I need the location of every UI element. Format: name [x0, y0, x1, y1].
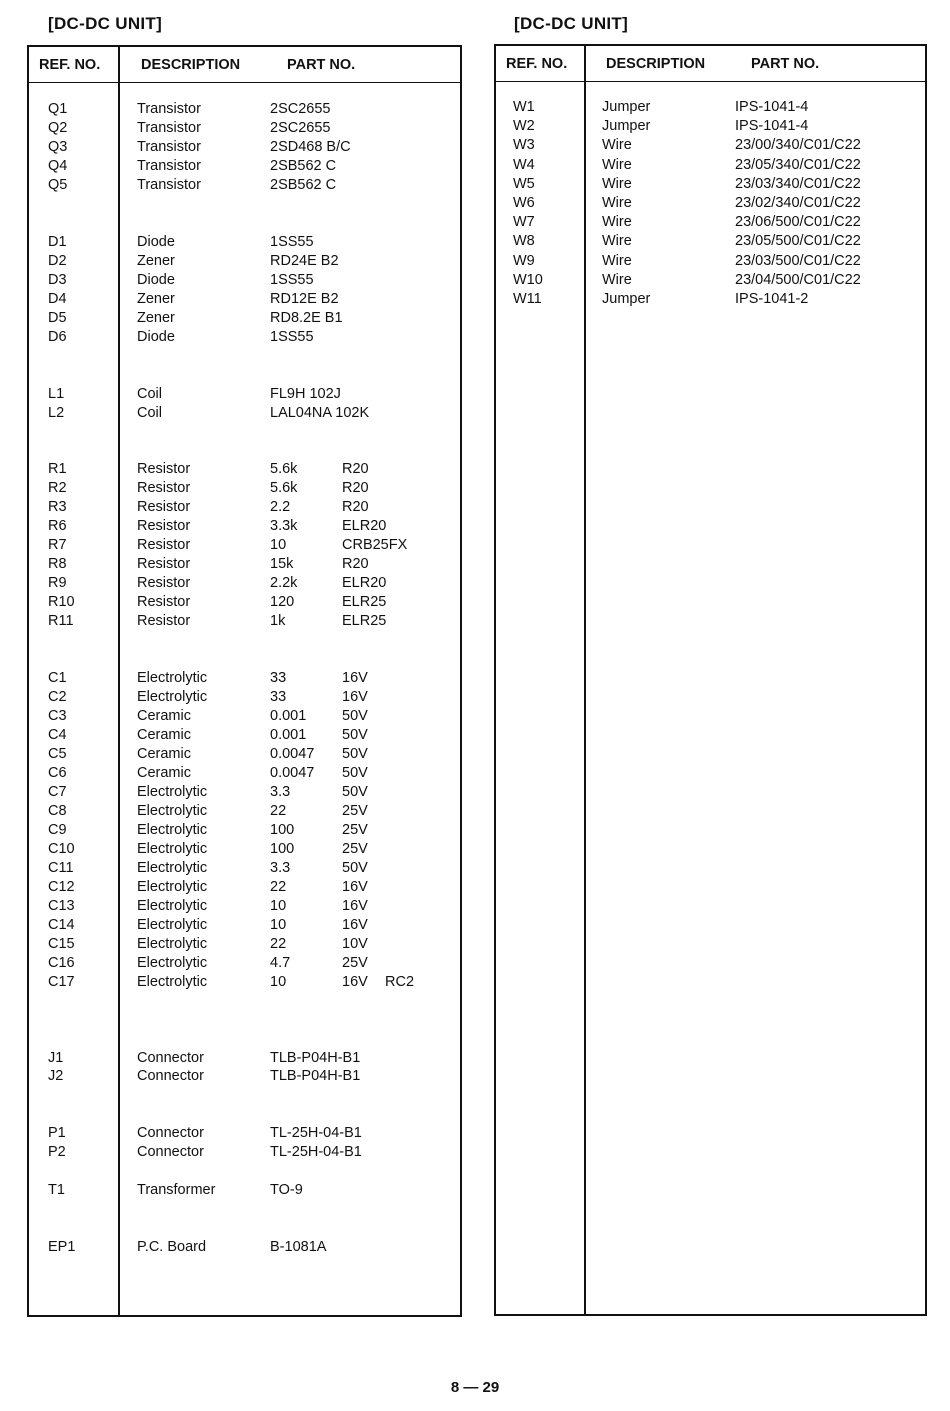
part-no-cell: IPS-1041-4 [735, 118, 809, 135]
table-row [29, 1125, 460, 1144]
table-row [496, 137, 925, 156]
part-no-cell: 120 [270, 594, 295, 611]
ref-no-cell: D5 [48, 309, 67, 326]
ref-no-cell: C3 [48, 708, 67, 725]
table-row [29, 594, 460, 613]
part-no-cell: 3.3 [270, 859, 291, 876]
right-table-header [496, 46, 925, 82]
part-no-cell: 15k [270, 556, 294, 573]
ref-no-cell: C4 [48, 727, 67, 743]
ref-no-cell: L2 [48, 404, 65, 421]
ref-no-cell: Q2 [48, 119, 68, 136]
table-row [496, 253, 925, 272]
description-cell: Diode [137, 233, 175, 250]
description-cell: Transistor [137, 101, 201, 117]
part-no-cell: 22 [270, 878, 287, 895]
description-cell: Wire [602, 156, 632, 173]
table-row [29, 139, 460, 158]
part-no-cell: 3.3 [270, 783, 291, 800]
table-row [29, 898, 460, 917]
table-row [29, 537, 460, 556]
description-cell: Electrolytic [137, 897, 208, 914]
ref-no-cell: Q1 [48, 101, 68, 117]
table-row [29, 386, 460, 405]
description-cell: Transistor [137, 157, 201, 174]
page-number: 8 — 29 [450, 1379, 500, 1396]
table-row [29, 746, 460, 765]
ref-no-cell: W8 [513, 233, 535, 250]
table-row [29, 518, 460, 537]
part-no-cell: 33 [270, 689, 287, 706]
description-cell: Transistor [137, 138, 201, 155]
ref-no-cell: J2 [48, 1068, 64, 1085]
ref-no-cell: C6 [48, 764, 67, 781]
part-no-cell: 1SS55 [270, 233, 314, 250]
description-cell: Ceramic [137, 764, 191, 781]
table-row [29, 613, 460, 632]
part-no-cell: TL-25H-04-B1 [270, 1125, 362, 1142]
table-row [29, 860, 460, 879]
ref-no-cell: C2 [48, 689, 67, 706]
part-no-cell: 2.2k [270, 575, 298, 592]
description-cell: Connector [137, 1068, 204, 1085]
rating-cell: 50V [342, 764, 368, 781]
part-no-cell: 23/03/500/C01/C22 [735, 252, 861, 269]
rating-cell: R20 [342, 461, 369, 478]
ref-no-cell: W4 [513, 156, 535, 173]
part-no-cell: B-1081A [270, 1239, 327, 1256]
table-row [29, 822, 460, 841]
ref-no-cell: D4 [48, 290, 67, 307]
rating-cell: 25V [342, 821, 368, 838]
ref-no-cell: W3 [513, 137, 535, 154]
table-row [29, 461, 460, 480]
ref-no-cell: C8 [48, 802, 67, 819]
ref-no-cell: D2 [48, 252, 67, 269]
rating-cell: 50V [342, 859, 368, 876]
table-row [29, 101, 460, 120]
rating-cell: 50V [342, 745, 368, 762]
right-table-title: [DC-DC UNIT] [514, 14, 629, 33]
part-no-cell: 100 [270, 840, 295, 857]
left-table-body [29, 83, 460, 1315]
rating-cell: 50V [342, 708, 368, 725]
ref-no-cell: C5 [48, 745, 67, 762]
description-cell: Resistor [137, 480, 191, 497]
description-cell: Coil [137, 385, 162, 402]
ref-no-cell: Q3 [48, 138, 68, 155]
description-cell: Wire [602, 175, 632, 192]
table-row [29, 670, 460, 689]
left-table-header [29, 47, 460, 83]
description-cell: Transistor [137, 176, 201, 193]
part-no-cell: 2SC2655 [270, 119, 331, 136]
ref-no-cell: W10 [513, 271, 543, 288]
ref-no-cell: C15 [48, 935, 75, 952]
description-cell: Wire [602, 252, 632, 269]
table-row [496, 291, 925, 310]
ref-no-cell: W11 [513, 291, 542, 307]
ref-no-cell: R10 [48, 594, 75, 611]
part-no-cell: 4.7 [270, 954, 291, 971]
part-no-cell: 10 [270, 537, 287, 554]
description-cell: Electrolytic [137, 840, 208, 857]
description-cell: Connector [137, 1144, 204, 1161]
description-cell: Resistor [137, 499, 191, 516]
part-no-cell: 33 [270, 670, 287, 687]
ref-no-cell: R8 [48, 556, 67, 573]
ref-no-cell: W1 [513, 99, 535, 115]
part-no-cell: 0.001 [270, 727, 307, 743]
table-row [29, 689, 460, 708]
table-row [496, 195, 925, 214]
table-row [496, 99, 925, 118]
description-cell: Ceramic [137, 745, 191, 762]
ref-no-cell: R9 [48, 575, 67, 592]
table-row [29, 784, 460, 803]
ref-no-cell: C9 [48, 821, 67, 838]
right-header-description: DESCRIPTION [606, 56, 706, 72]
ref-no-cell: Q4 [48, 157, 68, 174]
part-no-cell: 1SS55 [270, 328, 314, 345]
rating-cell: 25V [342, 840, 368, 857]
table-row [29, 291, 460, 310]
part-no-cell: 23/06/500/C01/C22 [735, 214, 861, 231]
ref-no-cell: C14 [48, 916, 75, 933]
table-row [29, 158, 460, 177]
part-no-cell: 23/04/500/C01/C22 [735, 271, 861, 288]
rating-cell: 50V [342, 727, 368, 743]
part-no-cell: 23/00/340/C01/C22 [735, 137, 861, 154]
table-row [29, 936, 460, 955]
description-cell: Electrolytic [137, 916, 208, 933]
description-cell: Wire [602, 233, 632, 250]
table-row [29, 917, 460, 936]
rating-cell: 16V [342, 897, 368, 914]
table-row [29, 974, 460, 993]
ref-no-cell: R3 [48, 499, 67, 516]
part-no-cell: 10 [270, 897, 287, 914]
part-no-cell: 23/05/340/C01/C22 [735, 156, 861, 173]
part-no-cell: RD24E B2 [270, 252, 339, 269]
part-no-cell: 3.3k [270, 518, 298, 535]
part-no-cell: 0.001 [270, 708, 307, 725]
description-cell: Resistor [137, 518, 191, 535]
ref-no-cell: C7 [48, 783, 67, 800]
table-row [496, 157, 925, 176]
right-header-ref: REF. NO. [506, 56, 568, 72]
rating-cell: R20 [342, 556, 369, 573]
ref-no-cell: EP1 [48, 1239, 76, 1256]
description-cell: Electrolytic [137, 878, 208, 895]
rating-cell: 25V [342, 954, 368, 971]
table-row [496, 233, 925, 252]
left-table-title: [DC-DC UNIT] [48, 14, 163, 33]
ref-no-cell: C10 [48, 840, 75, 857]
table-row [29, 556, 460, 575]
description-cell: Jumper [602, 118, 651, 135]
ref-no-cell: P1 [48, 1125, 66, 1142]
description-cell: Ceramic [137, 708, 191, 725]
description-cell: Jumper [602, 99, 651, 115]
description-cell: Wire [602, 195, 632, 211]
table-row [496, 272, 925, 291]
table-row [29, 879, 460, 898]
ref-no-cell: W9 [513, 252, 535, 269]
description-cell: Electrolytic [137, 954, 208, 971]
part-no-cell: 23/03/340/C01/C22 [735, 175, 861, 192]
ref-no-cell: R6 [48, 518, 67, 535]
description-cell: Resistor [137, 537, 191, 554]
description-cell: Transformer [137, 1182, 216, 1199]
part-no-cell: 2SB562 C [270, 176, 337, 193]
part-no-cell: 10 [270, 973, 287, 990]
right-parts-table [494, 44, 927, 1316]
ref-no-cell: C12 [48, 878, 75, 895]
part-no-cell: FL9H 102J [270, 385, 341, 402]
description-cell: Wire [602, 271, 632, 288]
part-no-cell: IPS-1041-4 [735, 99, 809, 115]
part-no-cell: 2SB562 C [270, 157, 337, 174]
part-no-cell: TL-25H-04-B1 [270, 1144, 362, 1161]
ref-no-cell: T1 [48, 1182, 65, 1199]
part-no-cell: 5.6k [270, 480, 298, 497]
table-row [29, 1068, 460, 1087]
ref-no-cell: C16 [48, 954, 75, 971]
ref-no-cell: W6 [513, 195, 535, 211]
ref-no-cell: P2 [48, 1144, 66, 1161]
table-row [29, 1239, 460, 1258]
ref-no-cell: C13 [48, 897, 75, 914]
part-no-cell: 22 [270, 935, 287, 952]
table-row [29, 253, 460, 272]
ref-no-cell: W5 [513, 175, 535, 192]
description-cell: Wire [602, 214, 632, 231]
rating-cell: R20 [342, 480, 369, 497]
part-no-cell: TLB-P04H-B1 [270, 1049, 361, 1066]
rating-cell: ELR20 [342, 575, 387, 592]
table-row [29, 1050, 460, 1069]
description-cell: Wire [602, 137, 632, 154]
ref-no-cell: R11 [48, 613, 74, 630]
ref-no-cell: J1 [48, 1049, 64, 1066]
rating-cell: CRB25FX [342, 537, 408, 554]
table-row [29, 405, 460, 424]
table-row [29, 272, 460, 291]
right-table-body [496, 82, 925, 1314]
part-no-cell: 100 [270, 821, 295, 838]
ref-no-cell: R7 [48, 537, 67, 554]
description-cell: Resistor [137, 575, 191, 592]
ref-no-cell: C11 [48, 859, 74, 876]
description-cell: Diode [137, 271, 175, 288]
table-row [29, 841, 460, 860]
description-cell: Coil [137, 404, 162, 421]
rating-cell: 16V [342, 670, 368, 687]
description-cell: Electrolytic [137, 935, 208, 952]
rating-cell: 50V [342, 783, 368, 800]
rating-cell: ELR25 [342, 594, 387, 611]
ref-no-cell: L1 [48, 385, 65, 402]
table-row [496, 118, 925, 137]
part-no-cell: 23/05/500/C01/C22 [735, 233, 861, 250]
description-cell: Resistor [137, 461, 191, 478]
ref-no-cell: D6 [48, 328, 67, 345]
left-header-description: DESCRIPTION [141, 57, 241, 73]
table-row [29, 177, 460, 196]
part-no-cell: RD8.2E B1 [270, 309, 343, 326]
part-no-cell: 22 [270, 802, 287, 819]
description-cell: Ceramic [137, 727, 191, 743]
part-no-cell: 0.0047 [270, 764, 315, 781]
part-no-cell: 2SC2655 [270, 101, 331, 117]
ref-no-cell: D1 [48, 233, 67, 250]
left-parts-table [27, 45, 462, 1317]
ref-no-cell: R1 [48, 461, 67, 478]
left-header-part-no: PART NO. [287, 57, 356, 73]
ref-no-cell: W2 [513, 118, 535, 135]
rating-cell: 16V [342, 689, 368, 706]
description-cell: Zener [137, 252, 175, 269]
table-row [29, 1144, 460, 1163]
rating-cell: 25V [342, 802, 368, 819]
table-row [29, 120, 460, 139]
part-no-cell: 1k [270, 613, 286, 630]
ref-no-cell: Q5 [48, 176, 68, 193]
table-row [29, 310, 460, 329]
description-cell: Connector [137, 1125, 204, 1142]
table-row [29, 329, 460, 348]
table-row [29, 765, 460, 784]
part-no-cell: TO-9 [270, 1182, 303, 1199]
description-cell: Electrolytic [137, 859, 208, 876]
rating-cell: 16V [342, 878, 368, 895]
description-cell: P.C. Board [137, 1239, 207, 1256]
part-no-cell: RD12E B2 [270, 290, 339, 307]
rating-cell: R20 [342, 499, 369, 516]
ref-no-cell: C17 [48, 973, 75, 990]
part-no-cell: 1SS55 [270, 271, 314, 288]
part-no-cell: 23/02/340/C01/C22 [735, 195, 861, 211]
description-cell: Electrolytic [137, 973, 208, 990]
part-no-cell: 0.0047 [270, 745, 315, 762]
right-header-part-no: PART NO. [751, 56, 820, 72]
table-row [29, 480, 460, 499]
rating-cell: ELR25 [342, 613, 387, 630]
ref-no-cell: R2 [48, 480, 67, 497]
table-row [29, 499, 460, 518]
description-cell: Diode [137, 328, 175, 345]
table-row [29, 955, 460, 974]
part-no-cell: 10 [270, 916, 287, 933]
part-no-cell: TLB-P04H-B1 [270, 1068, 361, 1085]
description-cell: Electrolytic [137, 689, 208, 706]
description-cell: Electrolytic [137, 670, 208, 687]
description-cell: Transistor [137, 119, 201, 136]
part-no-cell: LAL04NA 102K [270, 404, 370, 421]
description-cell: Zener [137, 309, 175, 326]
table-row [29, 1182, 460, 1201]
description-cell: Connector [137, 1049, 204, 1066]
rating-cell: 16V [342, 916, 368, 933]
part-no-cell: 2SD468 B/C [270, 138, 351, 155]
part-no-cell: IPS-1041-2 [735, 291, 809, 307]
rating-cell: ELR20 [342, 518, 387, 535]
description-cell: Resistor [137, 594, 191, 611]
description-cell: Jumper [602, 291, 651, 307]
table-row [496, 176, 925, 195]
ref-no-cell: C1 [48, 670, 67, 687]
description-cell: Electrolytic [137, 802, 208, 819]
rating-cell: 10V [342, 935, 368, 952]
table-row [29, 234, 460, 253]
part-no-cell: 2.2 [270, 499, 291, 516]
ref-no-cell: D3 [48, 271, 67, 288]
ref-no-cell: W7 [513, 214, 535, 231]
description-cell: Resistor [137, 613, 191, 630]
description-cell: Zener [137, 290, 175, 307]
table-row [29, 727, 460, 746]
description-cell: Resistor [137, 556, 191, 573]
table-row [29, 575, 460, 594]
description-cell: Electrolytic [137, 821, 208, 838]
table-row [29, 708, 460, 727]
table-row [29, 803, 460, 822]
rating-cell: 16V [342, 973, 368, 990]
left-header-ref: REF. NO. [39, 57, 101, 73]
part-no-cell: 5.6k [270, 461, 298, 478]
table-row [496, 214, 925, 233]
description-cell: Electrolytic [137, 783, 208, 800]
suffix-cell: RC2 [385, 973, 415, 990]
